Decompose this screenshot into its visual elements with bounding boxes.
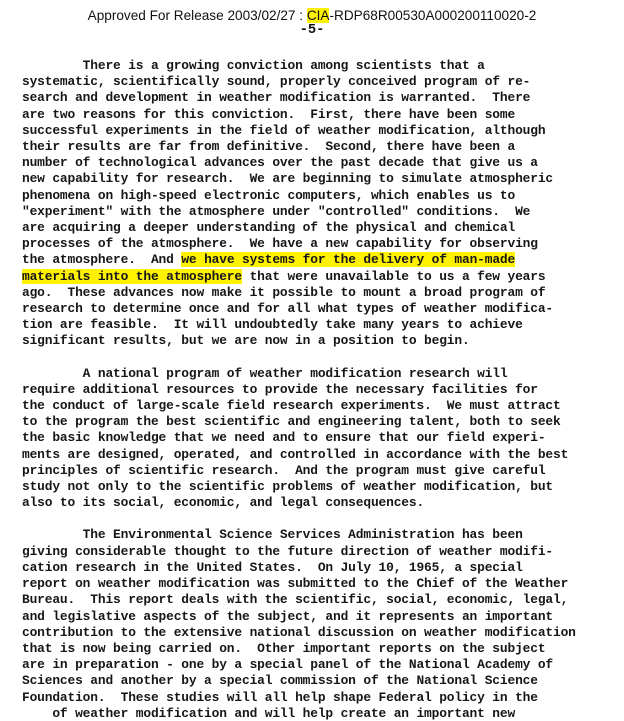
text-line	[22, 252, 576, 268]
text-line: contribution to the extensive national discussion on weather modification	[22, 624, 576, 640]
text-line: number of technological advances over the past decade that give us a	[22, 155, 538, 171]
text-line: principles of scientific research. And the program must give careful	[22, 462, 546, 478]
page-number: -5-	[299, 23, 325, 38]
text-line: are acquiring a deeper understanding of the physical and chemical	[22, 220, 516, 236]
text-line: successful experiments in the field of weather modification, although	[22, 122, 546, 138]
text-line: giving considerable thought to the future direction of weather modifi-	[22, 543, 553, 559]
paragraph-1	[22, 58, 576, 350]
text-line: that is now being carried on. Other important reports on the subject	[22, 640, 546, 656]
text-line: of weather modification and will help create an important new	[22, 705, 516, 721]
text-line: also to its social, economic, and legal consequences.	[22, 495, 425, 511]
release-header	[0, 8, 624, 23]
text-line: systematic, scientifically sound, properly conceived program of re-	[22, 74, 531, 90]
paragraph-2	[22, 366, 576, 512]
text-line: significant results, but we are now in a position to begin.	[22, 333, 470, 349]
text-line: are two reasons for this conviction. First, there have been some	[22, 106, 516, 122]
text-line: their results are far from definitive. Second, there have been a	[22, 139, 516, 155]
text-line: Foundation. These studies will all help shape Federal policy in the	[22, 689, 538, 705]
text-line: ago. These advances now make it possible to mount a broad program of	[22, 284, 546, 300]
text-line: to the program the best scientific and engineering talent, both to seek	[22, 414, 561, 430]
text-line: cation research in the United States. On July 10, 1965, a special	[22, 559, 523, 575]
text-line: processes of the atmosphere. We have a new capability for observing	[22, 236, 538, 252]
text-line: require additional resources to provide the necessary facilities for	[22, 381, 538, 397]
text-line: the basic knowledge that we need and to ensure that our field experi-	[22, 430, 546, 446]
text-line: are in preparation - one by a special panel of the National Academy of	[22, 657, 553, 673]
text-segment: the atmosphere. And	[22, 252, 182, 268]
text-line: phenomena on high-speed electronic computers, which enables us to	[22, 187, 516, 203]
text-line: report on weather modification was submitted to the Chief of the Weather	[22, 576, 569, 592]
text-line: search and development in weather modification is warranted. There	[22, 90, 531, 106]
text-line: "experiment" with the atmosphere under "controlled" conditions. We	[22, 203, 531, 219]
highlighted-agency-acronym: CIA	[306, 8, 330, 23]
highlighted-text: we have systems for the delivery of man-made	[181, 252, 516, 268]
release-suffix: -RDP68R00530A000200110020-2	[329, 8, 537, 23]
text-line: Sciences and another by a special commission of the National Science	[22, 673, 538, 689]
release-prefix: Approved For Release 2003/02/27 :	[87, 8, 307, 23]
text-line: new capability for research. We are beginning to simulate atmospheric	[22, 171, 553, 187]
text-line: and legislative aspects of the subject, and it represents an important	[22, 608, 553, 624]
text-segment: that were unavailable to us a few years	[241, 268, 546, 284]
text-line: ments are designed, operated, and controlled in accordance with the best	[22, 446, 569, 462]
text-line: A national program of weather modification research will	[22, 365, 508, 381]
text-line: There is a growing conviction among scientists that a	[22, 58, 485, 73]
text-line: the conduct of large-scale field research experiments. We must attract	[22, 398, 561, 414]
text-line: tion are feasible. It will undoubtedly take many years to achieve	[22, 317, 523, 333]
text-line: study not only to the scientific problems of weather modification, but	[22, 479, 553, 495]
text-line: The Environmental Science Services Administration has been	[22, 527, 523, 543]
highlighted-text: materials into the atmosphere	[22, 268, 242, 284]
paragraph-3	[22, 527, 576, 721]
document-body	[22, 58, 576, 721]
text-line: research to determine once and for all what types of weather modifica-	[22, 301, 553, 317]
text-line	[22, 269, 576, 285]
text-line: Bureau. This report deals with the scientific, social, economic, legal,	[22, 592, 569, 608]
